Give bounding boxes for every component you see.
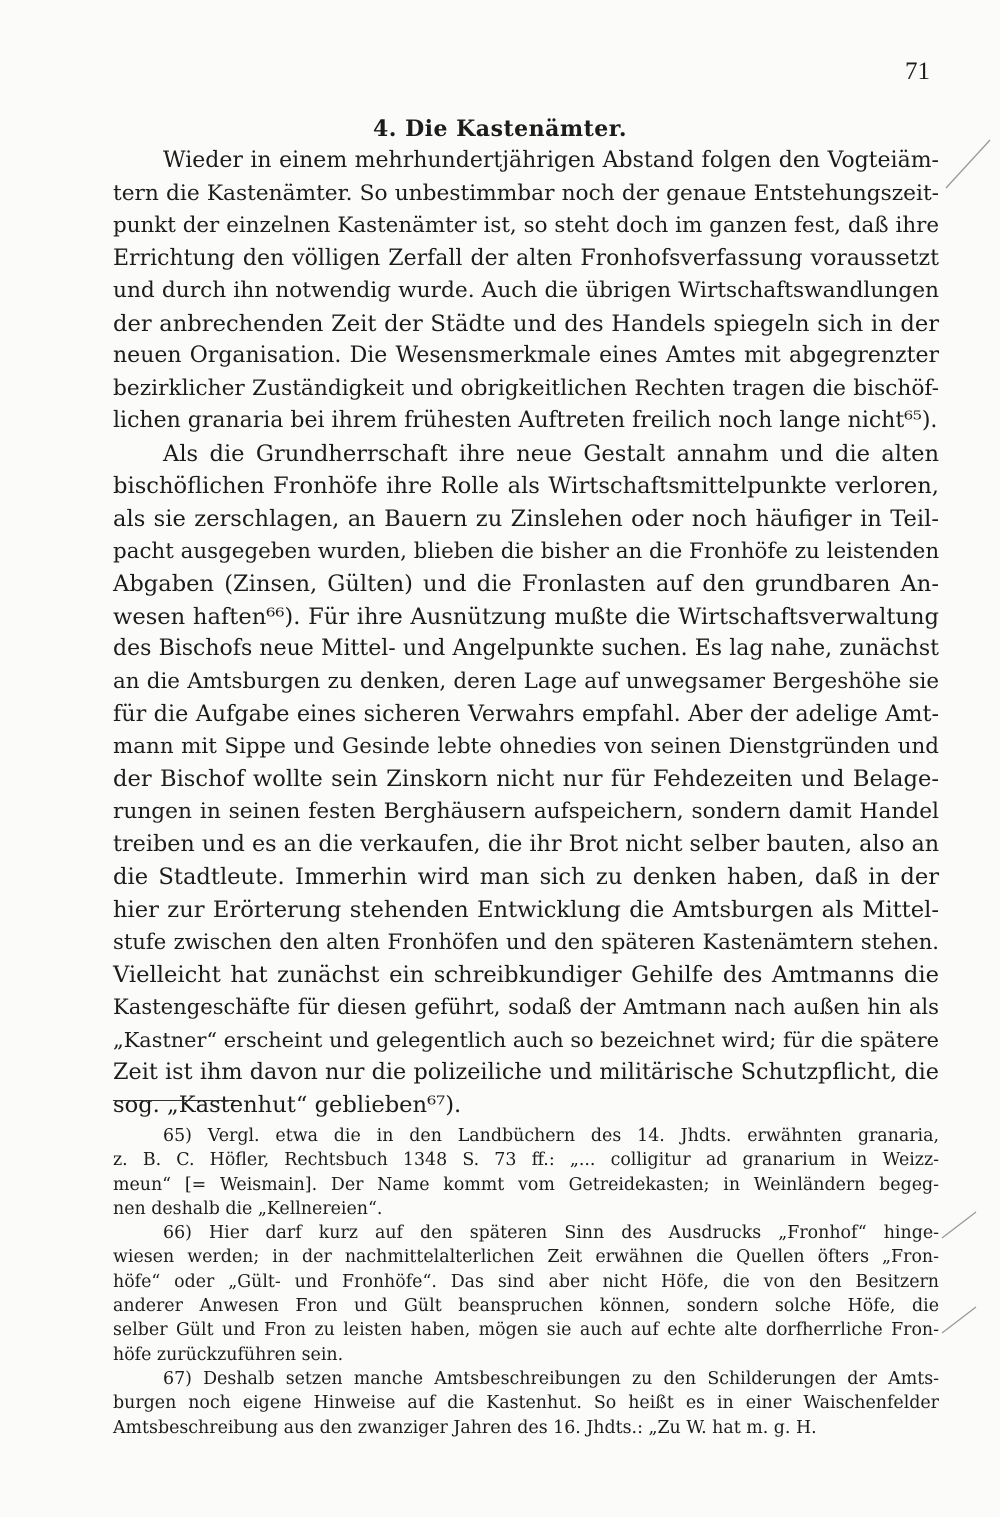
text-line: für die Aufgabe eines sicheren Verwahrs empfahl. Aber der adelige Amt- bbox=[113, 701, 939, 728]
footnote-line: nen deshalb die „Kellnereien“. bbox=[113, 1198, 383, 1219]
footnote-line: wiesen werden; in der nachmittelalterlichen Zeit erwähnen die Quellen öfters „Fron- bbox=[113, 1247, 939, 1268]
text-line: treiben und es an die verkaufen, die ihr Brot nicht selber bauten, also an bbox=[113, 831, 940, 858]
footnote-line: burgen noch eigene Hinweise auf die Kastenhut. So heißt es in einer Waischenfelder bbox=[113, 1393, 939, 1414]
text-line: hier zur Erörterung stehenden Entwicklung die Amtsburgen als Mittel- bbox=[113, 896, 939, 923]
text-line: Abgaben (Zinsen, Gülten) und die Fronlasten auf den grundbaren An- bbox=[113, 571, 939, 598]
text-line: bezirklicher Zuständigkeit und obrigkeitlichen Rechten tragen die bischöf- bbox=[113, 375, 939, 401]
text-line: und durch ihn notwendig wurde. Auch die übrigen Wirtschaftswandlungen bbox=[113, 278, 939, 304]
text-line: punkt der einzelnen Kastenämter ist, so steht doch im ganzen fest, daß ihre bbox=[113, 213, 939, 239]
text-line: pacht ausgegeben wurden, blieben die bisher an die Fronhöfe zu leistenden bbox=[113, 538, 940, 564]
text-line: bischöflichen Fronhöfe ihre Rolle als Wirtschaftsmittelpunkte verloren, bbox=[113, 473, 939, 500]
footnote-line: Amtsbeschreibung aus den zwanziger Jahren des 16. Jhdts.: „Zu W. hat m. g. H. bbox=[113, 1417, 817, 1438]
text-line: Wieder in einem mehrhundertjährigen Abstand folgen den Vogteiäm- bbox=[163, 148, 939, 173]
pencil-mark bbox=[944, 138, 994, 190]
pencil-mark bbox=[940, 1305, 980, 1335]
section-heading: 4. Die Kastenämter. bbox=[372, 116, 628, 142]
text-line: neuen Organisation. Die Wesensmerkmale eines Amtes mit abgegrenzter bbox=[113, 343, 939, 369]
footnote-line: 67) Deshalb setzen manche Amtsbeschreibungen zu den Schilderungen der Amts- bbox=[163, 1368, 939, 1389]
footnote-line: z. B. C. Höfler, Rechtsbuch 1348 S. 73 ff.: „... colligitur ad granarium in Weizz- bbox=[113, 1150, 939, 1171]
text-line: die Stadtleute. Immerhin wird man sich zu denken haben, daß in der bbox=[113, 864, 939, 891]
text-line: lichen granaria bei ihrem frühesten Auftreten freilich noch lange nicht⁶⁵). bbox=[113, 408, 938, 434]
text-line: sog. „Kastenhut“ geblieben⁶⁷). bbox=[113, 1091, 462, 1118]
footnote-line: 65) Vergl. etwa die in den Landbüchern des 14. Jhdts. erwähnten granaria, bbox=[163, 1126, 939, 1146]
text-line: Zeit ist ihm davon nur die polizeiliche und militärische Schutzpflicht, die bbox=[113, 1059, 939, 1086]
text-line: Kastengeschäfte für diesen geführt, sodaß der Amtmann nach außen hin als bbox=[113, 994, 939, 1020]
page-number: 71 bbox=[905, 58, 930, 85]
text-line: des Bischofs neue Mittel- und Angelpunkte suchen. Es lag nahe, zunächst bbox=[113, 636, 939, 662]
footnote-line: höfe“ oder „Gült- und Fronhöfe“. Das sind aber nicht Höfe, die von den Besitzern bbox=[113, 1271, 939, 1292]
footnotes bbox=[113, 1124, 939, 1440]
text-line: wesen haften⁶⁶). Für ihre Ausnützung mußte die Wirtschaftsverwaltung bbox=[113, 603, 939, 630]
text-line: Als die Grundherrschaft ihre neue Gestalt annahm und die alten bbox=[163, 440, 939, 467]
footnote-line: 66) Hier darf kurz auf den späteren Sinn des Ausdrucks „Fronhof“ hinge- bbox=[163, 1223, 939, 1244]
text-line: mann mit Sippe und Gesinde lebte ohnedies von seinen Dienstgründen und bbox=[113, 733, 939, 759]
pencil-mark bbox=[940, 1210, 980, 1240]
footnote-line: höfe zurückzuführen sein. bbox=[113, 1344, 344, 1365]
text-line: stufe zwischen den alten Fronhöfen und den späteren Kastenämtern stehen. bbox=[113, 929, 939, 955]
text-line: rungen in seinen festen Berghäusern aufspeichern, sondern damit Handel bbox=[113, 798, 939, 824]
main-text bbox=[113, 145, 939, 1121]
text-line: an die Amtsburgen zu denken, deren Lage auf unwegsamer Bergeshöhe sie bbox=[113, 668, 939, 694]
text-line: tern die Kastenämter. So unbestimmbar noch der genaue Entstehungszeit- bbox=[113, 180, 939, 206]
text-line: Errichtung den völligen Zerfall der alten Fronhofsverfassung voraussetzt bbox=[113, 245, 939, 271]
text-line: Vielleicht hat zunächst ein schreibkundiger Gehilfe des Amtmanns die bbox=[113, 961, 939, 988]
footnote-line: selber Gült und Fron zu leisten haben, mögen sie auch auf echte alte dorfherrliche Fron- bbox=[113, 1320, 939, 1341]
text-line: als sie zerschlagen, an Bauern zu Zinslehen oder noch häufiger in Teil- bbox=[113, 506, 939, 533]
footnote-line: meun“ [= Weismain]. Der Name kommt vom Getreidekasten; in Weinländern begeg- bbox=[113, 1174, 939, 1195]
text-line: „Kastner“ erscheint und gelegentlich auch so bezeichnet wird; für die spätere bbox=[113, 1027, 939, 1052]
footnote-separator bbox=[113, 1100, 239, 1101]
footnote-line: anderer Anwesen Fron und Gült beanspruchen können, sondern solche Höfe, die bbox=[113, 1296, 939, 1317]
text-line: der Bischof wollte sein Zinskorn nicht nur für Fehdezeiten und Belage- bbox=[113, 766, 939, 793]
text-line: der anbrechenden Zeit der Städte und des Handels spiegeln sich in der bbox=[113, 310, 939, 337]
